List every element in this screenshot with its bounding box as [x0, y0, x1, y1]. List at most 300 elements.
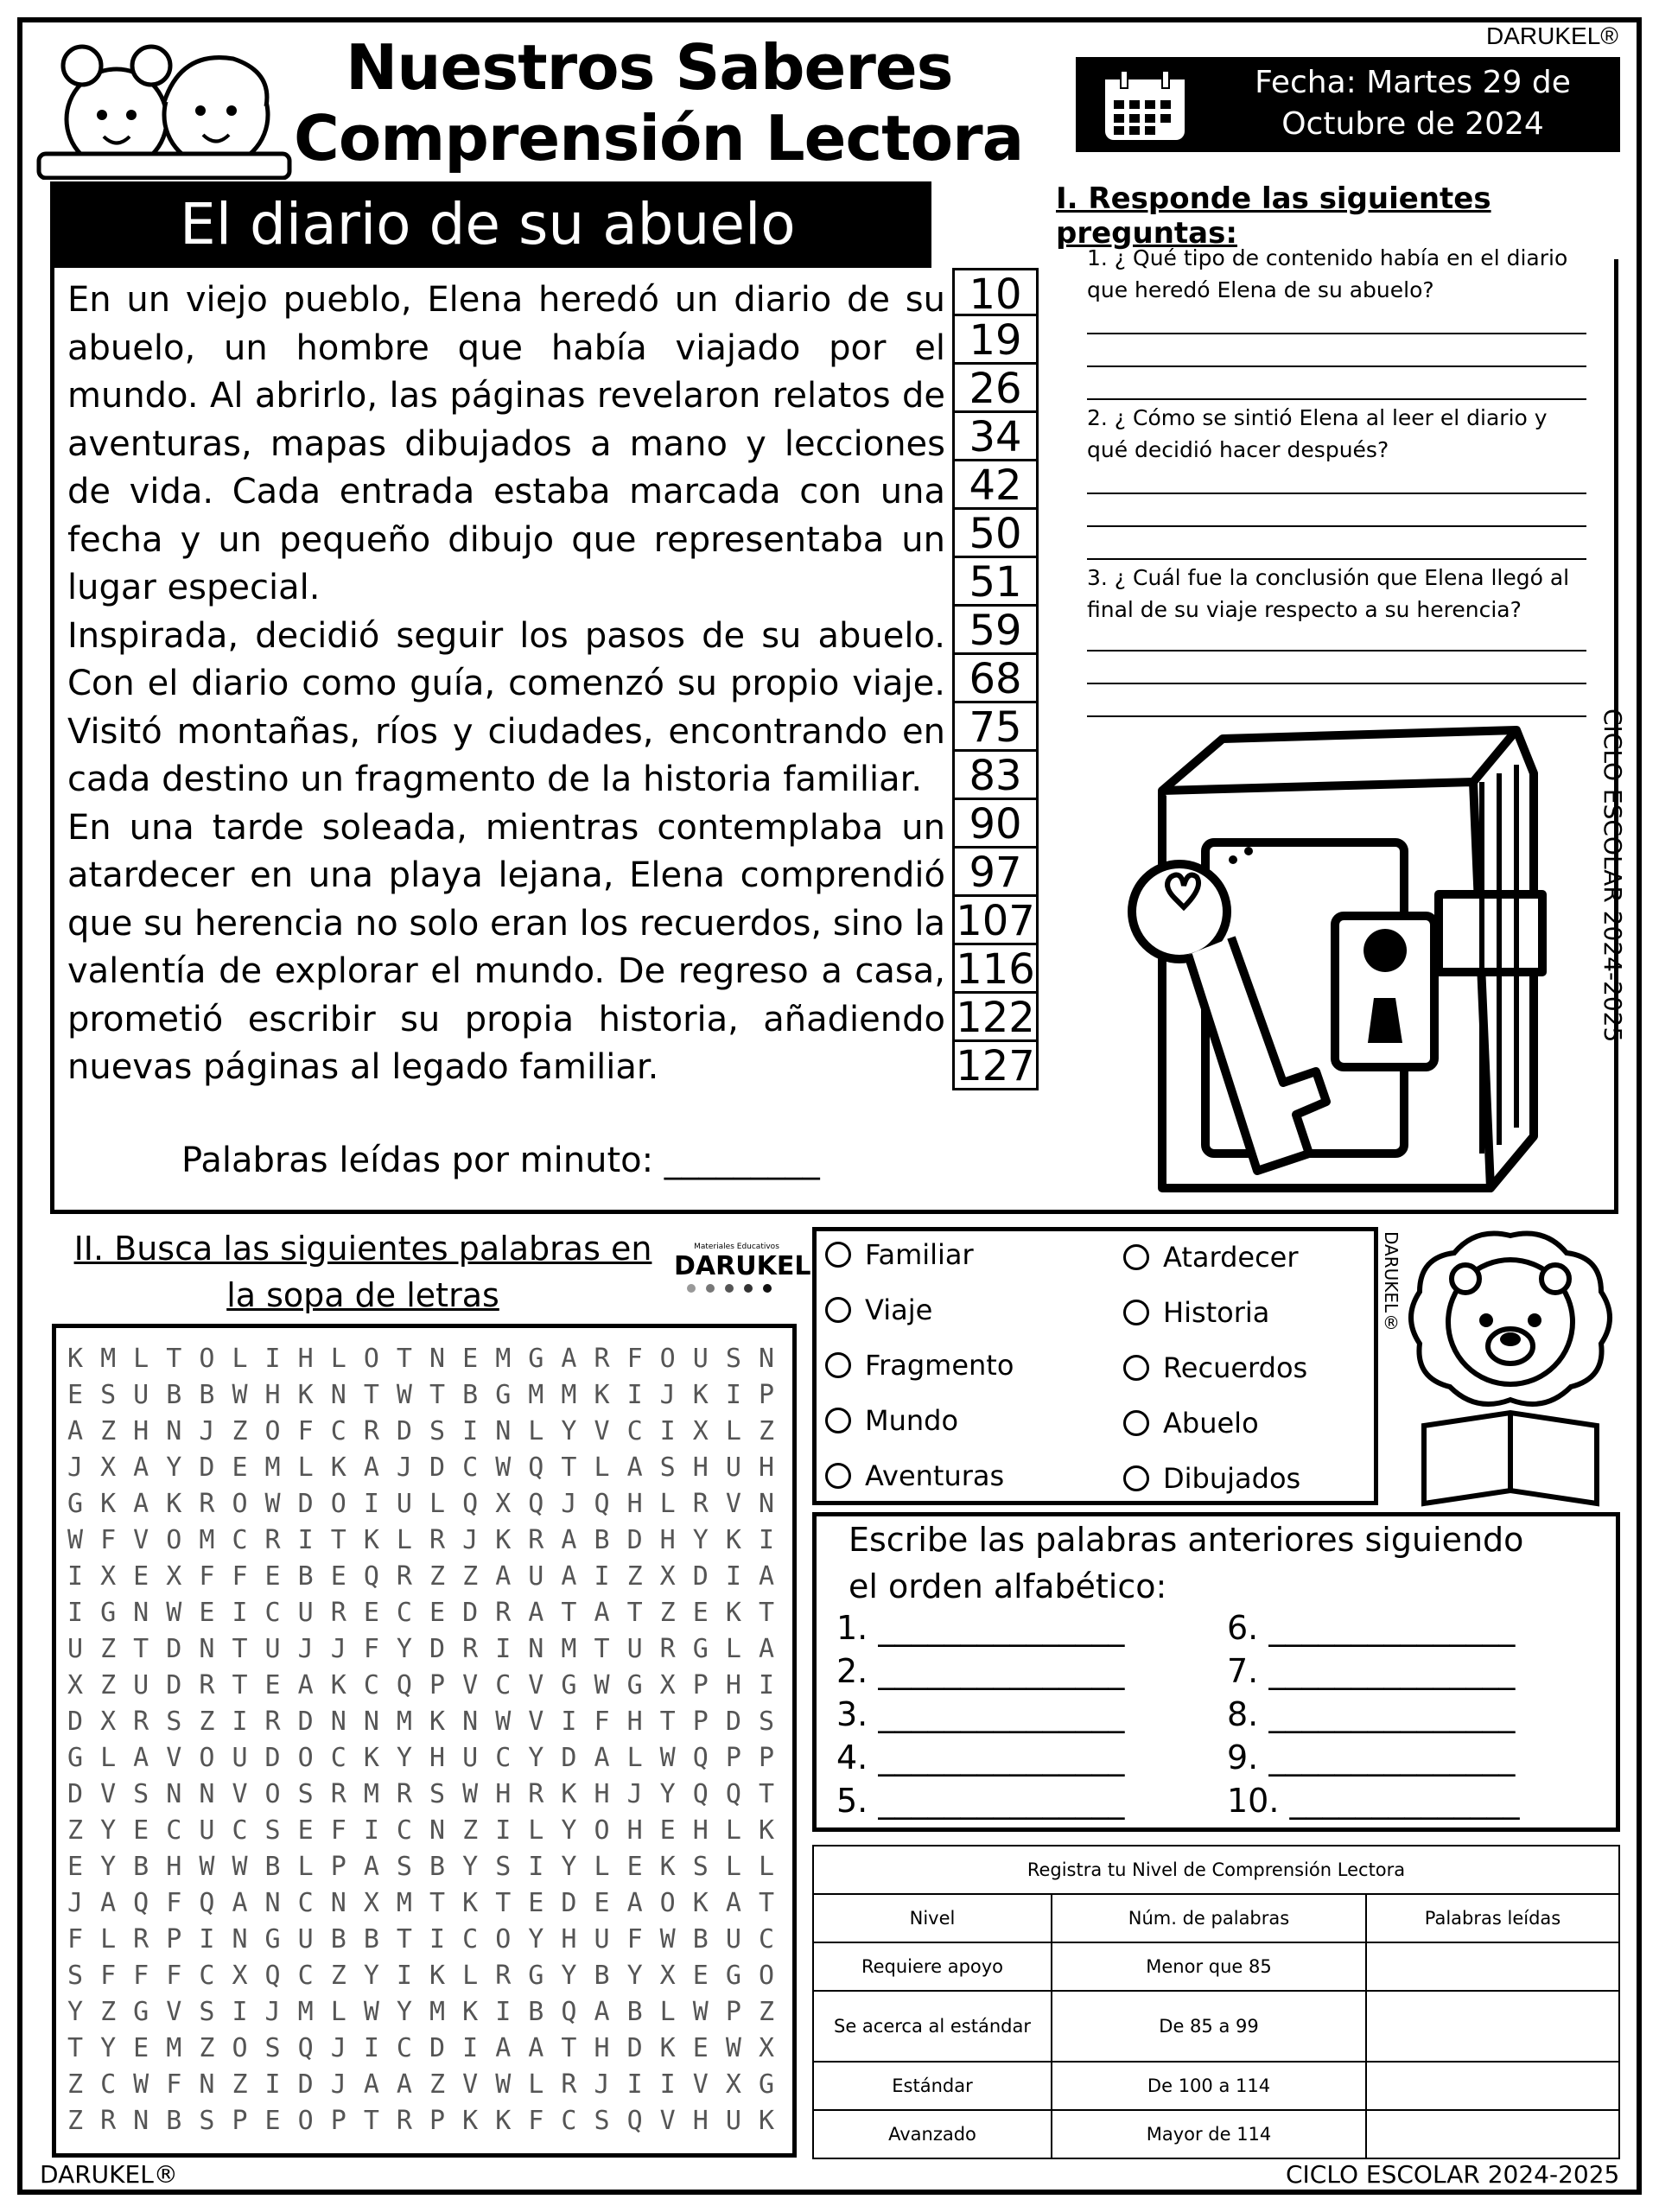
word-search-letter[interactable]: M [429, 1997, 446, 2027]
answer-line[interactable] [1087, 683, 1586, 684]
word-search-letter[interactable]: G [67, 1489, 84, 1519]
word-search-letter[interactable]: D [429, 2033, 446, 2063]
word-search-letter[interactable]: G [133, 1997, 149, 2027]
word-search-letter[interactable]: H [758, 1452, 774, 1483]
word-search-letter[interactable]: T [396, 1344, 412, 1374]
word-search-letter[interactable]: C [199, 1961, 215, 1991]
word-search-letter[interactable]: Q [363, 1561, 379, 1592]
word-search-letter[interactable]: W [166, 1598, 182, 1628]
checkbox-circle[interactable] [825, 1242, 851, 1268]
word-search-letter[interactable]: N [199, 1779, 215, 1809]
word-search-letter[interactable]: B [594, 1525, 610, 1555]
word-search-letter[interactable]: S [692, 1852, 709, 1882]
answer-line[interactable] [1087, 715, 1586, 717]
word-search-letter[interactable]: Q [264, 1961, 281, 1991]
word-search-letter[interactable]: Y [528, 1924, 544, 1955]
word-search-letter[interactable]: W [232, 1380, 248, 1410]
word-search-letter[interactable]: A [495, 1561, 512, 1592]
word-search-letter[interactable]: M [297, 1997, 314, 2027]
word-search-letter[interactable]: T [495, 1888, 512, 1918]
word-search-letter[interactable]: P [166, 1924, 182, 1955]
word-search-letter[interactable]: R [330, 1598, 346, 1628]
word-search-letter[interactable]: D [199, 1452, 215, 1483]
word-search-letter[interactable]: K [495, 2106, 512, 2136]
word-search-letter[interactable]: D [297, 2069, 314, 2100]
checkbox-circle[interactable] [825, 1408, 851, 1433]
word-search-letter[interactable]: V [232, 1779, 248, 1809]
word-search-letter[interactable]: D [166, 1670, 182, 1700]
word-search-letter[interactable]: Y [166, 1452, 182, 1483]
word-search-letter[interactable]: H [166, 1852, 182, 1882]
word-search-letter[interactable]: R [396, 2106, 412, 2136]
word-search-letter[interactable]: K [659, 2033, 676, 2063]
word-search-letter[interactable]: H [594, 1779, 610, 1809]
word-search-letter[interactable]: T [232, 1634, 248, 1664]
word-search-letter[interactable]: F [166, 2069, 182, 2100]
word-search-letter[interactable]: S [758, 1707, 774, 1737]
answer-line[interactable] [1087, 493, 1586, 494]
word-search-letter[interactable]: K [495, 1525, 512, 1555]
word-search-letter[interactable]: T [758, 1779, 774, 1809]
word-search-letter[interactable]: I [297, 1525, 314, 1555]
word-search-letter[interactable]: P [330, 2106, 346, 2136]
word-search-letter[interactable]: I [725, 1561, 741, 1592]
word-search-letter[interactable]: Q [133, 1888, 149, 1918]
table-input-cell[interactable] [1366, 1942, 1619, 1991]
word-search-letter[interactable]: P [429, 1670, 446, 1700]
word-search-letter[interactable]: E [429, 1598, 446, 1628]
word-search-letter[interactable]: S [725, 1344, 741, 1374]
word-search-letter[interactable]: I [232, 1707, 248, 1737]
word-checkbox-item[interactable] [1123, 1241, 1299, 1274]
word-search-letter[interactable]: A [725, 1888, 741, 1918]
word-search-letter[interactable]: W [659, 1743, 676, 1773]
word-search-letter[interactable]: L [297, 1452, 314, 1483]
word-search-letter[interactable]: X [659, 1670, 676, 1700]
word-search-letter[interactable]: Y [462, 1852, 479, 1882]
word-search-letter[interactable]: Z [758, 1416, 774, 1446]
word-search-letter[interactable]: U [133, 1380, 149, 1410]
word-search-letter[interactable]: B [297, 1561, 314, 1592]
word-search-letter[interactable]: X [166, 1561, 182, 1592]
word-search-letter[interactable]: I [199, 1924, 215, 1955]
word-search-letter[interactable]: Z [758, 1997, 774, 2027]
word-checkbox-item[interactable] [825, 1238, 974, 1271]
word-search-letter[interactable]: I [659, 2069, 676, 2100]
word-search-letter[interactable]: R [133, 1924, 149, 1955]
word-search-letter[interactable]: C [264, 1598, 281, 1628]
word-search-letter[interactable]: S [297, 1779, 314, 1809]
word-search-letter[interactable]: U [297, 1924, 314, 1955]
word-checkbox-item[interactable] [825, 1404, 958, 1437]
word-search-letter[interactable]: M [495, 1344, 512, 1374]
word-search-letter[interactable]: A [758, 1561, 774, 1592]
word-search-letter[interactable]: S [396, 1852, 412, 1882]
word-search-letter[interactable]: C [396, 2033, 412, 2063]
table-input-cell[interactable] [1366, 2110, 1619, 2158]
word-search-letter[interactable]: Y [561, 1852, 577, 1882]
word-search-letter[interactable]: X [495, 1489, 512, 1519]
word-checkbox-item[interactable] [1123, 1462, 1300, 1495]
word-search-letter[interactable]: F [594, 1707, 610, 1737]
word-search-letter[interactable]: N [232, 1924, 248, 1955]
word-search-letter[interactable]: Z [659, 1598, 676, 1628]
word-search-letter[interactable]: F [363, 1634, 379, 1664]
word-search-letter[interactable]: V [166, 1997, 182, 2027]
word-search-letter[interactable]: T [758, 1888, 774, 1918]
word-search-letter[interactable]: S [199, 2106, 215, 2136]
word-search-letter[interactable]: C [297, 1961, 314, 1991]
word-search-letter[interactable]: N [330, 1888, 346, 1918]
word-search-letter[interactable]: X [758, 2033, 774, 2063]
word-search-letter[interactable]: Z [100, 1997, 117, 2027]
word-search-letter[interactable]: E [133, 1815, 149, 1846]
word-search-letter[interactable]: Z [100, 1670, 117, 1700]
word-search-letter[interactable]: K [561, 1779, 577, 1809]
word-search-letter[interactable]: Q [561, 1997, 577, 2027]
word-search-letter[interactable]: X [100, 1561, 117, 1592]
word-search-letter[interactable]: R [199, 1489, 215, 1519]
word-search-letter[interactable]: V [528, 1670, 544, 1700]
word-search-letter[interactable]: W [199, 1852, 215, 1882]
word-search-letter[interactable]: O [594, 1815, 610, 1846]
word-search-letter[interactable]: L [133, 1344, 149, 1374]
word-search-letter[interactable]: D [561, 1888, 577, 1918]
word-search-letter[interactable]: X [100, 1452, 117, 1483]
word-search-letter[interactable]: K [692, 1888, 709, 1918]
word-search-letter[interactable]: W [725, 2033, 741, 2063]
word-search-letter[interactable]: L [297, 1852, 314, 1882]
word-search-letter[interactable]: V [133, 1525, 149, 1555]
word-search-letter[interactable]: V [166, 1743, 182, 1773]
alpha-answer-line[interactable]: 4. _______________ [836, 1738, 1125, 1777]
word-search-letter[interactable]: W [264, 1489, 281, 1519]
word-search-letter[interactable]: M [363, 1779, 379, 1809]
word-search-letter[interactable]: I [758, 1525, 774, 1555]
word-search-letter[interactable]: O [495, 1924, 512, 1955]
word-search-letter[interactable]: Y [561, 1815, 577, 1846]
word-search-letter[interactable]: R [264, 1707, 281, 1737]
word-search-letter[interactable]: K [725, 1598, 741, 1628]
word-search-letter[interactable]: L [232, 1344, 248, 1374]
word-search-letter[interactable]: B [264, 1852, 281, 1882]
word-search-letter[interactable]: C [363, 1670, 379, 1700]
word-search-letter[interactable]: C [166, 1815, 182, 1846]
word-search-letter[interactable]: K [297, 1380, 314, 1410]
word-search-letter[interactable]: T [561, 1452, 577, 1483]
word-search-letter[interactable]: W [363, 1997, 379, 2027]
word-search-letter[interactable]: I [363, 1489, 379, 1519]
word-search-letter[interactable]: T [166, 1344, 182, 1374]
word-search-letter[interactable]: A [67, 1416, 84, 1446]
word-search-letter[interactable]: Z [429, 1561, 446, 1592]
word-search-letter[interactable]: T [561, 1598, 577, 1628]
word-search-letter[interactable]: H [659, 1525, 676, 1555]
word-search-letter[interactable]: M [561, 1380, 577, 1410]
word-search-letter[interactable]: C [297, 1888, 314, 1918]
word-search-letter[interactable]: U [67, 1634, 84, 1664]
word-search-letter[interactable]: Q [725, 1779, 741, 1809]
word-search-letter[interactable]: O [264, 1416, 281, 1446]
word-search-letter[interactable]: W [692, 1997, 709, 2027]
word-search-letter[interactable]: U [199, 1815, 215, 1846]
word-search-letter[interactable]: E [659, 1815, 676, 1846]
word-search-letter[interactable]: A [626, 1888, 643, 1918]
word-search-letter[interactable]: Q [528, 1489, 544, 1519]
word-search-letter[interactable]: I [626, 2069, 643, 2100]
word-search-letter[interactable]: K [330, 1452, 346, 1483]
word-search-letter[interactable]: H [692, 2106, 709, 2136]
word-search-letter[interactable]: X [67, 1670, 84, 1700]
word-search-letter[interactable]: X [725, 2069, 741, 2100]
word-search-letter[interactable]: P [232, 2106, 248, 2136]
word-search-letter[interactable]: I [725, 1380, 741, 1410]
word-search-letter[interactable]: K [758, 1815, 774, 1846]
word-search-letter[interactable]: R [594, 1344, 610, 1374]
word-search-letter[interactable]: O [659, 1888, 676, 1918]
word-search-letter[interactable]: Z [232, 1416, 248, 1446]
word-search-letter[interactable]: L [100, 1924, 117, 1955]
word-search-letter[interactable]: C [462, 1452, 479, 1483]
word-search-letter[interactable]: W [594, 1670, 610, 1700]
word-search-letter[interactable]: N [528, 1634, 544, 1664]
word-search-letter[interactable]: E [462, 1344, 479, 1374]
word-search-letter[interactable]: Y [396, 1634, 412, 1664]
word-search-letter[interactable]: L [100, 1743, 117, 1773]
word-search-letter[interactable]: I [264, 2069, 281, 2100]
word-search-letter[interactable]: J [199, 1416, 215, 1446]
word-search-letter[interactable]: F [67, 1924, 84, 1955]
word-search-letter[interactable]: B [166, 1380, 182, 1410]
word-search-letter[interactable]: F [330, 1815, 346, 1846]
word-search-letter[interactable]: S [594, 2106, 610, 2136]
word-search-letter[interactable]: T [561, 2033, 577, 2063]
word-search-letter[interactable]: E [363, 1598, 379, 1628]
word-search-letter[interactable]: T [659, 1707, 676, 1737]
word-search-letter[interactable]: E [692, 1598, 709, 1628]
word-search-letter[interactable]: I [626, 1380, 643, 1410]
word-search-letter[interactable]: D [396, 1416, 412, 1446]
alpha-answer-line[interactable]: 1. _______________ [836, 1609, 1125, 1647]
word-search-letter[interactable]: N [330, 1707, 346, 1737]
word-search-letter[interactable]: V [725, 1489, 741, 1519]
alpha-answer-line[interactable]: 2. _______________ [836, 1652, 1125, 1690]
word-search-letter[interactable]: T [429, 1380, 446, 1410]
word-search-letter[interactable]: A [561, 1525, 577, 1555]
word-search-letter[interactable]: Z [199, 1707, 215, 1737]
alpha-answer-line[interactable]: 10. ______________ [1227, 1782, 1520, 1820]
word-search-letter[interactable]: G [528, 1344, 544, 1374]
word-search-letter[interactable]: Y [561, 1416, 577, 1446]
word-search-letter[interactable]: K [363, 1525, 379, 1555]
word-search-letter[interactable]: W [232, 1852, 248, 1882]
word-search-letter[interactable]: N [133, 2106, 149, 2136]
word-search-letter[interactable]: A [758, 1634, 774, 1664]
word-checkbox-item[interactable] [1123, 1351, 1307, 1384]
word-search-letter[interactable]: K [462, 1997, 479, 2027]
word-search-letter[interactable]: T [396, 1924, 412, 1955]
word-search-letter[interactable]: W [396, 1380, 412, 1410]
word-search-letter[interactable]: D [429, 1634, 446, 1664]
word-search-letter[interactable]: O [297, 2106, 314, 2136]
word-search-letter[interactable]: K [330, 1670, 346, 1700]
word-search-letter[interactable]: K [692, 1380, 709, 1410]
word-search-letter[interactable]: Z [626, 1561, 643, 1592]
word-search-letter[interactable]: D [297, 1707, 314, 1737]
word-search-letter[interactable]: E [133, 2033, 149, 2063]
word-search-letter[interactable]: G [626, 1670, 643, 1700]
alpha-answer-line[interactable]: 6. _______________ [1227, 1609, 1516, 1647]
word-search-letter[interactable]: C [626, 1416, 643, 1446]
word-search-letter[interactable]: N [429, 1344, 446, 1374]
word-search-letter[interactable]: L [725, 1634, 741, 1664]
word-search-letter[interactable]: M [561, 1634, 577, 1664]
word-search-letter[interactable]: H [561, 1924, 577, 1955]
word-search-letter[interactable]: N [429, 1815, 446, 1846]
word-search-letter[interactable]: A [594, 1598, 610, 1628]
answer-line[interactable] [1087, 398, 1586, 400]
answer-line[interactable] [1087, 525, 1586, 527]
word-search-letter[interactable]: T [363, 2106, 379, 2136]
word-search-letter[interactable]: G [100, 1598, 117, 1628]
word-search-letter[interactable]: R [133, 1707, 149, 1737]
word-search-letter[interactable]: O [330, 1489, 346, 1519]
word-search-letter[interactable]: Z [67, 2106, 84, 2136]
word-search-letter[interactable]: A [561, 1561, 577, 1592]
word-search-letter[interactable]: T [232, 1670, 248, 1700]
word-search-letter[interactable]: Z [232, 2069, 248, 2100]
word-search-letter[interactable]: E [67, 1380, 84, 1410]
word-search-letter[interactable]: N [758, 1344, 774, 1374]
word-search-letter[interactable]: O [232, 1489, 248, 1519]
word-search-letter[interactable]: K [429, 1961, 446, 1991]
word-search-letter[interactable]: H [297, 1344, 314, 1374]
word-search-letter[interactable]: P [725, 1997, 741, 2027]
checkbox-circle[interactable] [1123, 1244, 1149, 1270]
word-search-letter[interactable]: O [363, 1344, 379, 1374]
word-search-letter[interactable]: R [659, 1634, 676, 1664]
word-search-letter[interactable]: T [133, 1634, 149, 1664]
answer-line[interactable] [1087, 365, 1586, 367]
word-search-letter[interactable]: J [67, 1452, 84, 1483]
word-search-letter[interactable]: J [330, 2069, 346, 2100]
word-search-letter[interactable]: G [264, 1924, 281, 1955]
word-search-letter[interactable]: V [100, 1779, 117, 1809]
word-search-letter[interactable]: S [67, 1961, 84, 1991]
word-search-letter[interactable]: C [396, 1815, 412, 1846]
word-search-letter[interactable]: U [725, 1452, 741, 1483]
word-search-letter[interactable]: J [396, 1452, 412, 1483]
word-search-letter[interactable]: A [133, 1743, 149, 1773]
word-search-letter[interactable]: E [133, 1561, 149, 1592]
word-search-letter[interactable]: E [297, 1815, 314, 1846]
word-search-letter[interactable]: T [626, 1598, 643, 1628]
word-search-letter[interactable]: R [363, 1416, 379, 1446]
word-search-letter[interactable]: A [232, 1888, 248, 1918]
word-checkbox-item[interactable] [1123, 1407, 1259, 1440]
word-search-letter[interactable]: F [100, 1525, 117, 1555]
word-search-letter[interactable]: L [528, 2069, 544, 2100]
word-search-letter[interactable]: S [429, 1416, 446, 1446]
word-search-letter[interactable]: G [495, 1380, 512, 1410]
word-search-letter[interactable]: C [495, 1743, 512, 1773]
word-search-letter[interactable]: N [330, 1380, 346, 1410]
word-search-letter[interactable]: K [758, 2106, 774, 2136]
word-search-letter[interactable]: K [594, 1380, 610, 1410]
checkbox-circle[interactable] [1123, 1300, 1149, 1325]
word-search-letter[interactable]: C [330, 1416, 346, 1446]
word-search-letter[interactable]: X [659, 1961, 676, 1991]
word-search-letter[interactable]: S [429, 1779, 446, 1809]
word-search-letter[interactable]: R [396, 1561, 412, 1592]
answer-line[interactable] [1087, 650, 1586, 652]
word-search-letter[interactable]: C [100, 2069, 117, 2100]
word-search-letter[interactable]: B [626, 1997, 643, 2027]
word-search-letter[interactable]: U [725, 2106, 741, 2136]
word-search-letter[interactable]: A [396, 2069, 412, 2100]
word-search-letter[interactable]: N [133, 1598, 149, 1628]
word-search-letter[interactable]: U [725, 1924, 741, 1955]
word-search-letter[interactable]: D [264, 1743, 281, 1773]
word-search-letter[interactable]: Z [330, 1961, 346, 1991]
word-search-letter[interactable]: R [495, 1598, 512, 1628]
word-search-letter[interactable]: Y [67, 1997, 84, 2027]
answer-line[interactable] [1087, 558, 1586, 560]
word-search-letter[interactable]: A [363, 1452, 379, 1483]
word-search-letter[interactable]: P [692, 1707, 709, 1737]
word-search-letter[interactable]: C [232, 1815, 248, 1846]
word-search-letter[interactable]: D [561, 1743, 577, 1773]
word-search-letter[interactable]: A [100, 1888, 117, 1918]
word-search-letter[interactable]: P [758, 1743, 774, 1773]
word-search-letter[interactable]: W [133, 2069, 149, 2100]
word-search-letter[interactable]: F [100, 1961, 117, 1991]
checkbox-circle[interactable] [825, 1463, 851, 1489]
word-search-letter[interactable]: D [166, 1634, 182, 1664]
word-search-letter[interactable]: L [396, 1525, 412, 1555]
word-search-letter[interactable]: E [692, 1961, 709, 1991]
word-search-letter[interactable]: J [561, 1489, 577, 1519]
word-search-letter[interactable]: K [725, 1525, 741, 1555]
word-search-letter[interactable]: R [199, 1670, 215, 1700]
word-search-letter[interactable]: A [133, 1489, 149, 1519]
word-search-letter[interactable]: L [659, 1997, 676, 2027]
word-search-letter[interactable]: L [429, 1489, 446, 1519]
word-search-letter[interactable]: I [462, 2033, 479, 2063]
word-search-letter[interactable]: A [528, 1598, 544, 1628]
word-search-letter[interactable]: V [528, 1707, 544, 1737]
checkbox-circle[interactable] [825, 1297, 851, 1323]
word-search-letter[interactable]: A [133, 1452, 149, 1483]
word-search-letter[interactable]: A [626, 1452, 643, 1483]
word-search-letter[interactable]: F [199, 1561, 215, 1592]
word-search-letter[interactable]: S [199, 1997, 215, 2027]
word-search-letter[interactable]: Z [100, 1634, 117, 1664]
words-per-minute-field[interactable]: Palabras leídas por minuto: _________ [181, 1141, 820, 1180]
word-search-letter[interactable]: C [232, 1525, 248, 1555]
word-search-letter[interactable]: W [67, 1525, 84, 1555]
word-search-letter[interactable]: J [659, 1380, 676, 1410]
word-search-letter[interactable]: Y [100, 1852, 117, 1882]
word-search-letter[interactable]: E [264, 1670, 281, 1700]
word-search-letter[interactable]: M [528, 1380, 544, 1410]
word-search-letter[interactable]: H [264, 1380, 281, 1410]
word-search-letter[interactable]: L [528, 1815, 544, 1846]
word-search-letter[interactable]: P [758, 1380, 774, 1410]
word-search-letter[interactable]: D [297, 1489, 314, 1519]
word-search-letter[interactable]: P [330, 1852, 346, 1882]
word-search-letter[interactable]: H [594, 2033, 610, 2063]
